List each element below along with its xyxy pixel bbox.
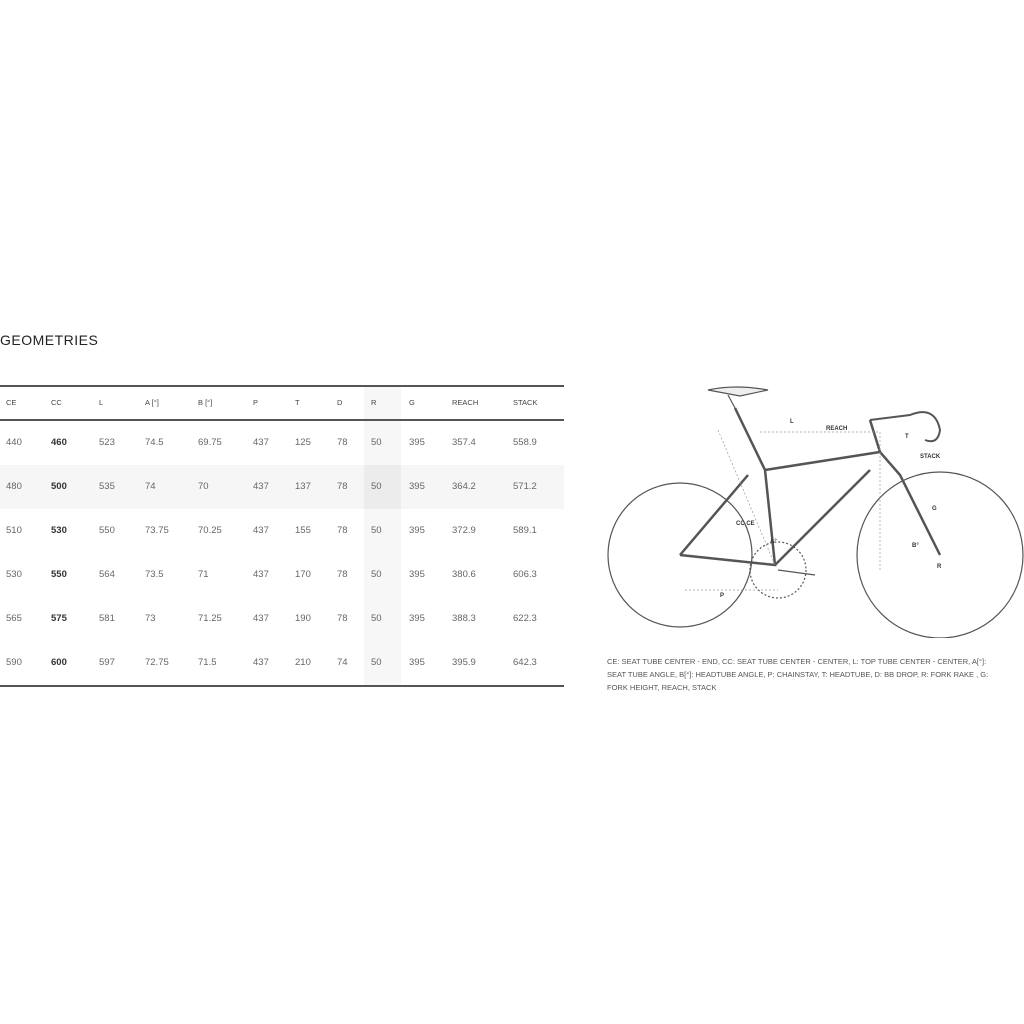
table-cell: 72.75: [145, 657, 169, 668]
label-g: G: [932, 506, 937, 512]
table-cell: 622.3: [513, 613, 537, 624]
table-cell: 69.75: [198, 437, 222, 448]
column-header: STACK: [513, 398, 538, 407]
table-cell: 78: [337, 437, 348, 448]
table-cell: 437: [253, 481, 269, 492]
label-stack: STACK: [920, 454, 941, 460]
table-cell: 50: [371, 525, 382, 536]
column-header: G: [409, 398, 415, 407]
table-cell: 437: [253, 569, 269, 580]
table-cell: 73: [145, 613, 156, 624]
table-cell: 606.3: [513, 569, 537, 580]
table-cell: 437: [253, 657, 269, 668]
table-cell: 523: [99, 437, 115, 448]
table-cell: 71.25: [198, 613, 222, 624]
table-cell: 210: [295, 657, 311, 668]
table-row: [0, 597, 564, 641]
table-cell: 125: [295, 437, 311, 448]
table-cell: 550: [99, 525, 115, 536]
table-cell: 74.5: [145, 437, 164, 448]
crank: [778, 570, 815, 575]
column-header: REACH: [452, 398, 479, 407]
table-cell: 437: [253, 613, 269, 624]
table-cell: 571.2: [513, 481, 537, 492]
table-cell: 590: [6, 657, 22, 668]
column-header: CC: [51, 398, 62, 407]
table-cell: 395: [409, 657, 425, 668]
label-p: P: [720, 593, 725, 599]
table-cell: 437: [253, 525, 269, 536]
label-l: L: [790, 419, 794, 425]
table-cell: 535: [99, 481, 115, 492]
table-cell: 70.25: [198, 525, 222, 536]
table-row: [0, 553, 564, 597]
table-cell: 500: [51, 481, 67, 492]
geometry-table: [0, 385, 564, 687]
r-column-highlight: [364, 509, 401, 553]
label-reach: REACH: [826, 426, 848, 432]
table-cell: 597: [99, 657, 115, 668]
table-cell: 564: [99, 569, 115, 580]
table-cell: 364.2: [452, 481, 476, 492]
table-cell: 50: [371, 657, 382, 668]
table-cell: 190: [295, 613, 311, 624]
table-cell: 558.9: [513, 437, 537, 448]
r-column-highlight: [364, 553, 401, 597]
table-cell: 642.3: [513, 657, 537, 668]
table-cell: 395: [409, 437, 425, 448]
table-cell: 137: [295, 481, 311, 492]
table-cell: 78: [337, 481, 348, 492]
seatpost: [728, 395, 735, 408]
table-cell: 170: [295, 569, 311, 580]
table-cell: 581: [99, 613, 115, 624]
column-header: T: [295, 398, 300, 407]
label-t: T: [905, 434, 909, 440]
column-header: P: [253, 398, 259, 407]
table-cell: 50: [371, 437, 382, 448]
table-cell: 437: [253, 437, 269, 448]
table-cell: 550: [51, 569, 67, 580]
table-cell: 50: [371, 481, 382, 492]
table-cell: 78: [337, 613, 348, 624]
table-cell: 460: [51, 437, 67, 448]
column-header: D: [337, 398, 343, 407]
table-row: [0, 465, 564, 509]
table-cell: 74: [337, 657, 348, 668]
table-cell: 395: [409, 481, 425, 492]
bike-geometry-diagram: [600, 378, 1024, 638]
r-column-highlight: [364, 597, 401, 641]
label-cc-ce: CC CE: [736, 521, 755, 527]
column-header: A [°]: [145, 398, 159, 407]
r-column-highlight: [364, 387, 401, 419]
table-cell: 575: [51, 613, 67, 624]
table-cell: 480: [6, 481, 22, 492]
table-cell: 78: [337, 569, 348, 580]
column-header: CE: [6, 398, 17, 407]
table-cell: 440: [6, 437, 22, 448]
table-cell: 372.9: [452, 525, 476, 536]
r-column-highlight: [364, 421, 401, 465]
geometry-legend: CE: SEAT TUBE CENTER - END, CC: SEAT TUBE CENTER - CENTER, L: TOP TUBE CENTER - CENTER, A[°]: SEAT TUBE ANGLE, B[°]: HEADTUBE ANGLE, P: CHAINSTAY, T: HEADTUBE, D: BB DROP, R: FORK RAKE , G: FORK HEIGHT, REACH, STACK: [607, 657, 989, 692]
table-row: [0, 421, 564, 465]
table-cell: 600: [51, 657, 67, 668]
table-cell: 71.5: [198, 657, 217, 668]
page-title: GEOMETRIES: [0, 332, 99, 348]
table-cell: 73.75: [145, 525, 169, 536]
table-cell: 388.3: [452, 613, 476, 624]
table-cell: 589.1: [513, 525, 537, 536]
saddle: [708, 387, 768, 396]
table-cell: 565: [6, 613, 22, 624]
table-row: [0, 641, 564, 685]
column-header: R: [371, 398, 377, 407]
table-cell: 380.6: [452, 569, 476, 580]
label-r: R: [937, 564, 942, 570]
table-cell: 357.4: [452, 437, 476, 448]
table-cell: 71: [198, 569, 209, 580]
table-cell: 78: [337, 525, 348, 536]
label-a: A°: [770, 539, 777, 545]
table-cell: 395: [409, 569, 425, 580]
table-cell: 50: [371, 569, 382, 580]
table-cell: 73.5: [145, 569, 164, 580]
table-header: [0, 387, 564, 421]
column-header: L: [99, 398, 104, 407]
table-cell: 74: [145, 481, 156, 492]
table-cell: 395: [409, 613, 425, 624]
table-cell: 50: [371, 613, 382, 624]
table-cell: 70: [198, 481, 209, 492]
table-cell: 155: [295, 525, 311, 536]
table-cell: 530: [6, 569, 22, 580]
column-header: B [°]: [198, 398, 213, 407]
table-cell: 395.9: [452, 657, 476, 668]
r-column-highlight: [364, 641, 401, 685]
table-row: [0, 509, 564, 553]
r-column-highlight: [364, 465, 401, 509]
table-cell: 510: [6, 525, 22, 536]
table-cell: 530: [51, 525, 67, 536]
table-cell: 395: [409, 525, 425, 536]
label-b: B°: [912, 543, 919, 549]
